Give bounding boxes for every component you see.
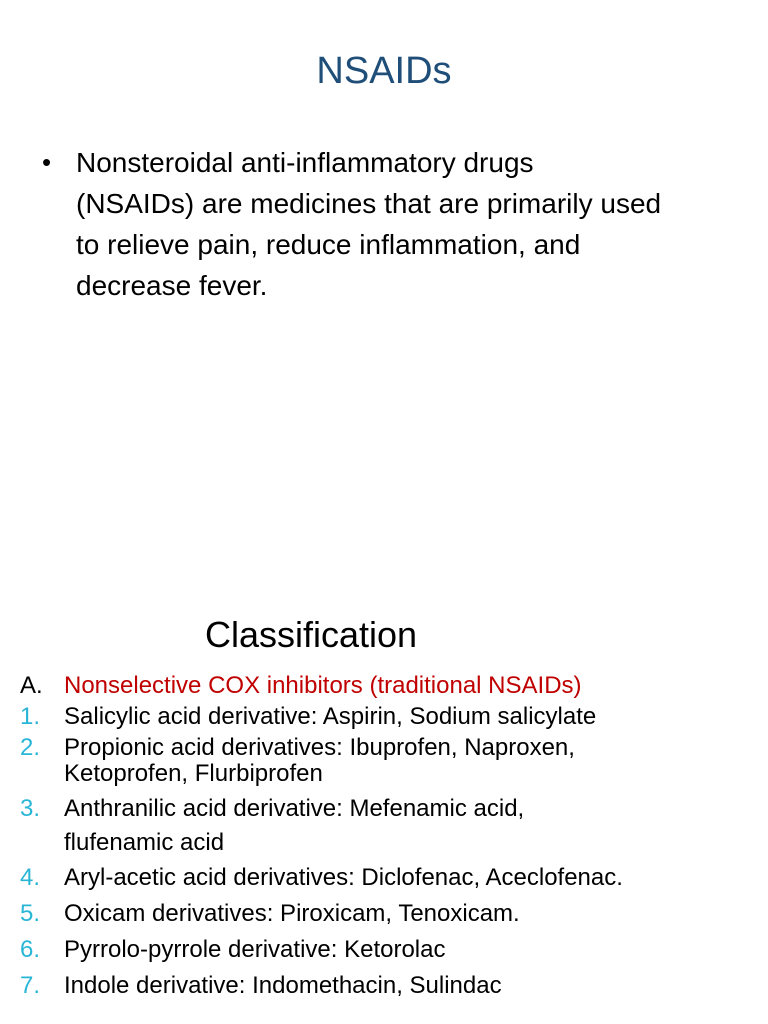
item-text: Anthranilic acid derivative: Mefenamic acid,: [64, 795, 525, 822]
item-text: Indole derivative: Indomethacin, Sulindac: [64, 972, 502, 999]
item-number: 5.: [20, 900, 41, 927]
list-item: [20, 793, 760, 824]
definition-text: [76, 142, 661, 306]
item-number: 7.: [20, 972, 41, 999]
definition-line: to relieve pain, reduce inflammation, and: [76, 229, 581, 260]
item-number: 2.: [20, 734, 41, 761]
section-marker: A.: [20, 672, 43, 699]
list-item-continuation: [20, 828, 760, 858]
item-number: 4.: [20, 864, 41, 891]
slide-title: NSAIDs: [316, 50, 452, 92]
list-item: [20, 934, 760, 965]
list-item: [20, 862, 760, 893]
section-heading: [20, 670, 760, 701]
item-text: Oxicam derivatives: Piroxicam, Tenoxicam.: [64, 900, 520, 927]
item-text: Aryl-acetic acid derivatives: Diclofenac, Aceclofenac.: [64, 864, 623, 891]
section-label: Nonselective COX inhibitors (traditional NSAIDs): [64, 672, 582, 699]
item-text: Propionic acid derivatives: Ibuprofen, Naproxen,: [64, 734, 575, 761]
item-text: Pyrrolo-pyrrole derivative: Ketorolac: [64, 936, 446, 963]
bullet-point-icon: •: [42, 147, 52, 177]
item-text: flufenamic acid: [64, 829, 225, 856]
definition-line: decrease fever.: [76, 270, 268, 301]
item-text: Salicylic acid derivative: Aspirin, Sodium salicylate: [64, 703, 597, 730]
definition-bullet: [42, 142, 732, 306]
definition-line: (NSAIDs) are medicines that are primarily used: [76, 188, 662, 219]
item-number: 6.: [20, 936, 41, 963]
item-number: 3.: [20, 795, 41, 822]
classification-heading: Classification: [205, 614, 418, 655]
definition-line: Nonsteroidal anti-inflammatory drugs: [76, 147, 534, 178]
item-text: Ketoprofen, Flurbiprofen: [64, 760, 323, 787]
list-item: [20, 898, 760, 929]
classification-list: [20, 670, 760, 1001]
list-item: [20, 970, 760, 1001]
list-item-continuation: [20, 759, 760, 789]
item-number: 1.: [20, 703, 41, 730]
list-item: [20, 701, 760, 732]
